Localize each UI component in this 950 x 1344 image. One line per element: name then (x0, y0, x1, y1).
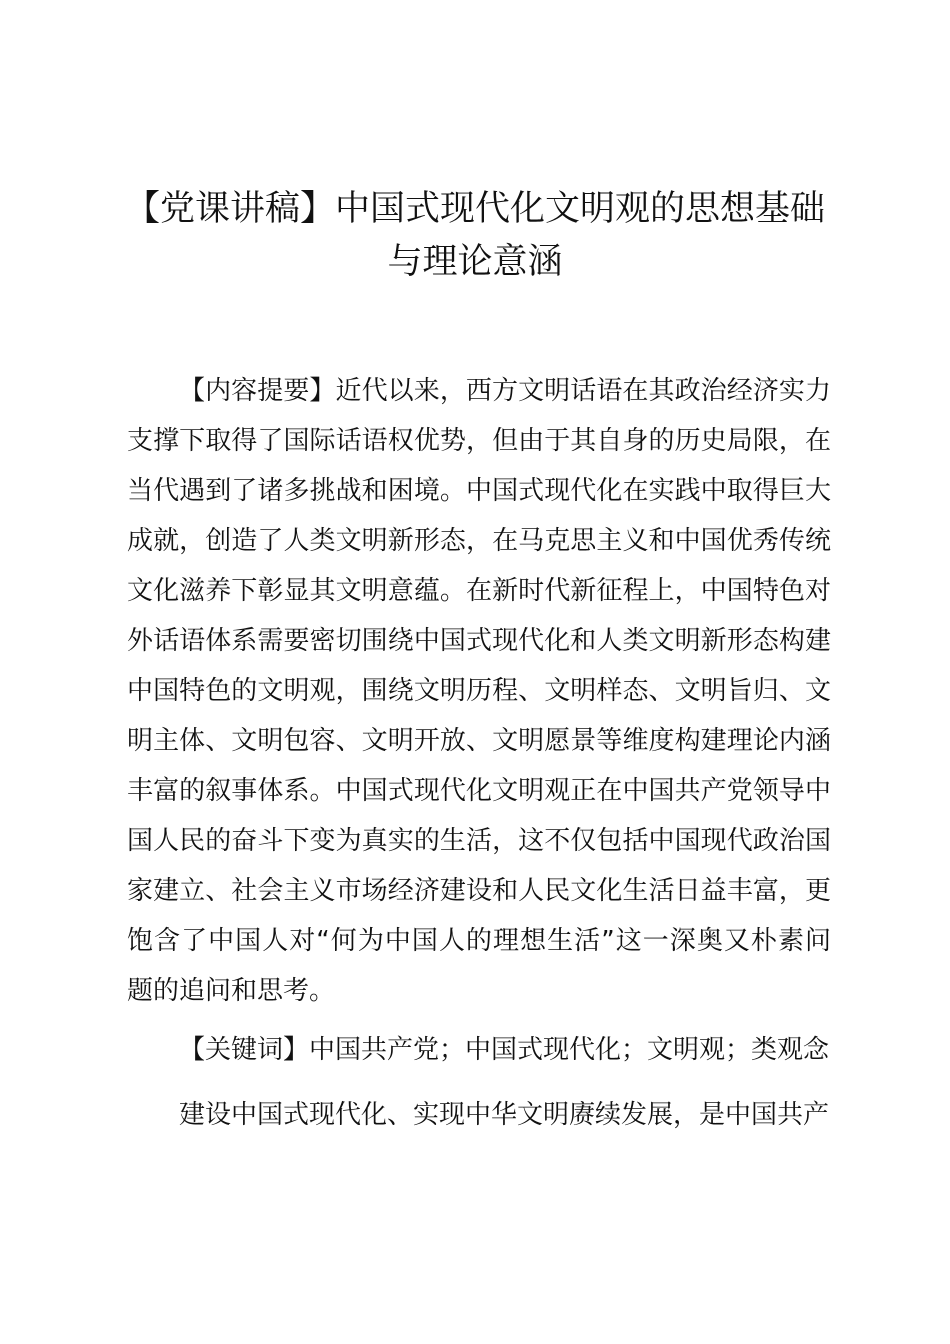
abstract-line: 中国特色的文明观，围绕文明历程、文明样态、文明旨归、文 (127, 676, 831, 706)
abstract-line: 成就，创造了人类文明新形态，在马克思主义和中国优秀传统 (127, 526, 831, 556)
abstract-line: 国人民的奋斗下变为真实的生活，这不仅包括中国现代政治国 (127, 826, 831, 856)
abstract-line: 题的追问和思考。 (127, 976, 336, 1006)
abstract-line: 丰富的叙事体系。中国式现代化文明观正在中国共产党领导中 (127, 776, 831, 806)
body-paragraph-start: 建设中国式现代化、实现中华文明赓续发展，是中国共产 (179, 1100, 830, 1130)
abstract-line: 当代遇到了诸多挑战和困境。中国式现代化在实践中取得巨大 (127, 476, 831, 506)
abstract-line: 【内容提要】近代以来，西方文明话语在其政治经济实力 (179, 376, 831, 406)
abstract-line: 支撑下取得了国际话语权优势，但由于其自身的历史局限，在 (127, 426, 831, 456)
title-line-2: 与理论意涵 (387, 242, 563, 282)
abstract-line: 外话语体系需要密切围绕中国式现代化和人类文明新形态构建 (127, 626, 831, 656)
abstract-line: 明主体、文明包容、文明开放、文明愿景等维度构建理论内涵 (127, 726, 831, 756)
abstract-paragraph (127, 366, 831, 1016)
abstract-line: 饱含了中国人对“何为中国人的理想生活”这一深奥又朴素问 (127, 926, 831, 956)
keywords-line: 【关键词】中国共产党；中国式现代化；文明观；类观念 (179, 1035, 830, 1065)
title-line-1: 【党课讲稿】中国式现代化文明观的思想基础 (124, 189, 825, 229)
abstract-line: 家建立、社会主义市场经济建设和人民文化生活日益丰富，更 (127, 876, 831, 906)
abstract-line: 文化滋养下彰显其文明意蕴。在新时代新征程上，中国特色对 (127, 576, 831, 606)
document-title (100, 183, 850, 289)
